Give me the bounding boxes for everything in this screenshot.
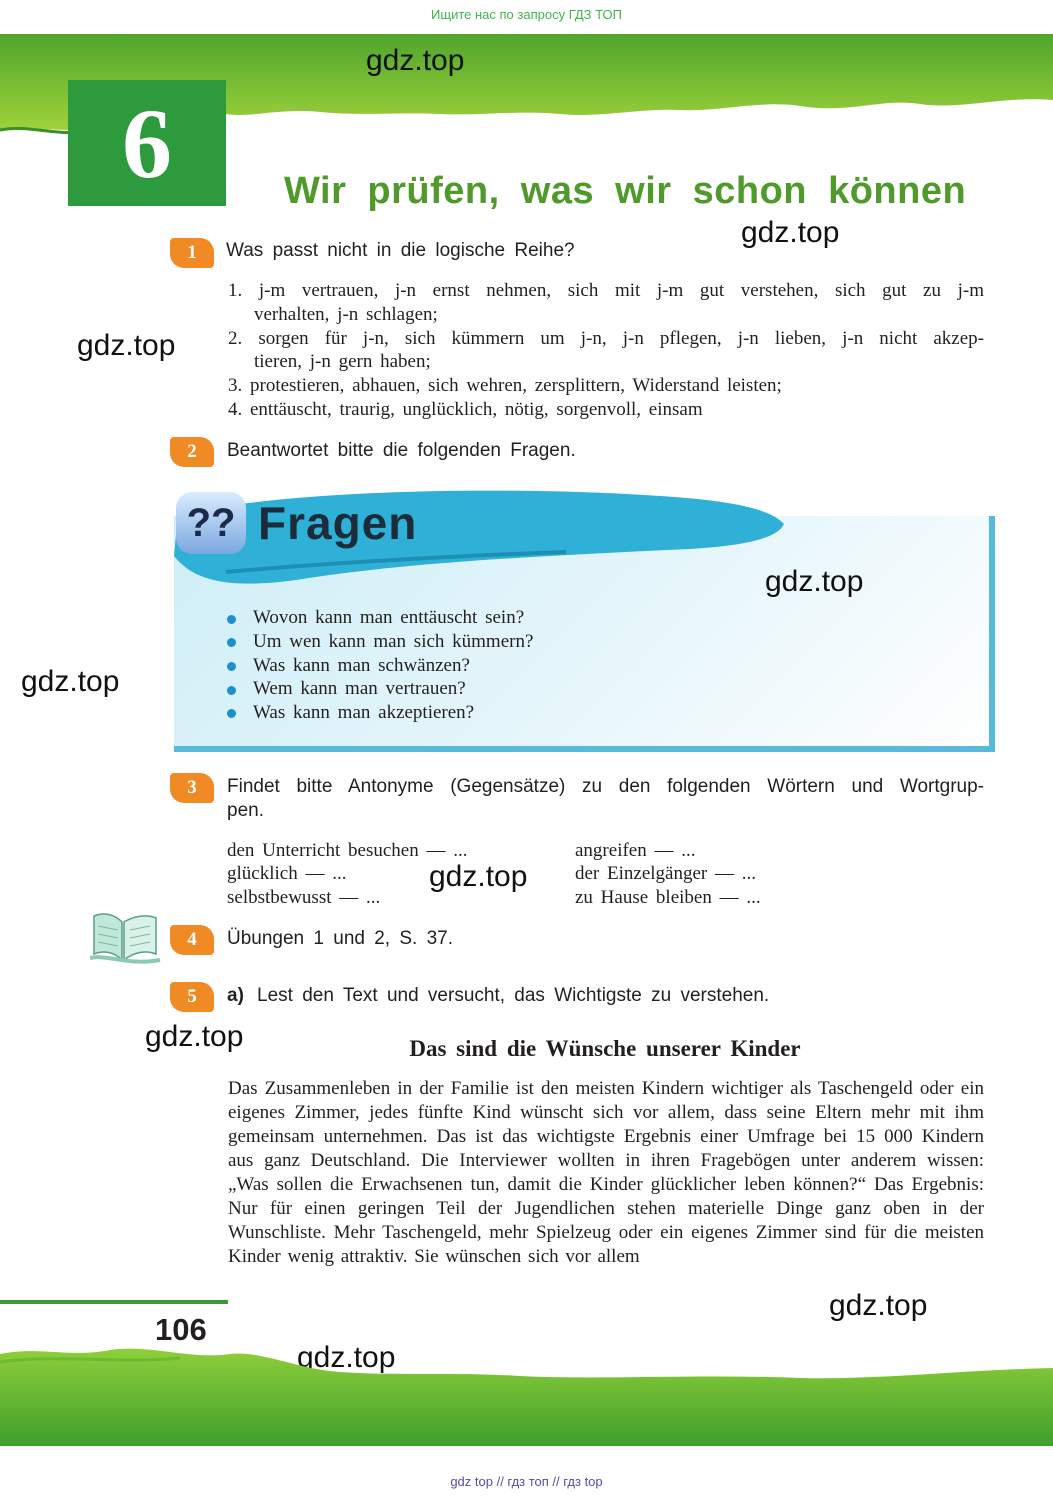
watermark: gdz.top (297, 1341, 396, 1374)
task-2-instruction: Beantwortet bitte die folgenden Fragen. (227, 440, 576, 461)
fragen-title: Fragen (258, 497, 418, 549)
bullet-icon (227, 686, 236, 695)
task-5-badge: 5 (170, 982, 214, 1012)
antonym-item: angreifen — ... (575, 840, 696, 861)
question-item: Wem kann man vertrauen? (253, 678, 466, 699)
task-5-part: a) (227, 985, 244, 1006)
watermark: gdz.top (366, 44, 465, 77)
task-1-line: 3. protestieren, abhauen, sich wehren, zersplittern, Widerstand leisten; (228, 375, 782, 396)
bullet-icon (227, 709, 236, 718)
page-number: 106 (155, 1312, 207, 1347)
task-1-line: verhalten, j-n schlagen; (254, 304, 438, 325)
task-3-badge: 3 (170, 773, 214, 803)
task-4-badge: 4 (170, 925, 214, 955)
task-1-line: tieren, j-n gern haben; (254, 351, 431, 372)
task-3-instruction: Findet bitte Antonyme (Gegensätze) zu den folgenden Wörtern und Wortgrup- (227, 776, 984, 797)
task-5-instruction: Lest den Text und versucht, das Wichtigste zu verstehen. (257, 985, 770, 1006)
antonym-item: zu Hause bleiben — ... (575, 887, 761, 908)
footer-links: gdz top // гдз топ // гдз top (450, 1474, 603, 1489)
task-1-line: 1. j-m vertrauen, j-n ernst nehmen, sich mit j-m gut verstehen, sich gut zu j-m (228, 280, 984, 301)
question-marks-icon: ?? (176, 492, 246, 554)
question-item: Was kann man akzeptieren? (253, 702, 475, 723)
bullet-icon (227, 638, 236, 647)
chapter-number-box: 6 (68, 80, 226, 206)
watermark: gdz.top (741, 216, 840, 249)
antonym-item: den Unterricht besuchen — ... (227, 840, 468, 861)
task-1-badge: 1 (170, 238, 214, 268)
article-body: Das Zusammenleben in der Familie ist den meisten Kindern wichtiger als Taschengeld oder ein eigenes Zimmer, jedes fünfte Kind wünscht sich vor allem, dass seine Eltern mehr mit ihm gemeinsam unternehmen. Das ist das wichtigste Ergebnis einer Umfrage bei 15 000 Kindern aus ganz Deutschland. Die Interviewer wollten in ihren Fragebögen unter anderem wissen: „Was sollen die Erwachsenen tun, damit die Kinder glücklicher leben können?“ Das Ergebnis: Nur für einen geringen Teil der Jugendlichen stehen materielle Dinge ganz oben in der Wunschliste. Mehr Taschengeld, mehr Spielzeug oder ein eigenes Zimmer sind für die meisten Kinder wenig attraktiv. Sie wünschen sich vor allem (228, 1078, 984, 1267)
task-1-line: 4. enttäuscht, traurig, unglücklich, nötig, sorgenvoll, einsam (228, 399, 703, 420)
task-1-instruction: Was passt nicht in die logische Reihe? (226, 240, 575, 261)
task-4-instruction: Übungen 1 und 2, S. 37. (227, 928, 453, 949)
watermark: gdz.top (429, 860, 528, 893)
search-hint: Ищите нас по запросу ГДЗ ТОП (431, 7, 622, 22)
watermark: gdz.top (21, 665, 120, 698)
antonym-item: selbstbewusst — ... (227, 887, 381, 908)
task-2-badge: 2 (170, 437, 214, 467)
question-item: Was kann man schwänzen? (253, 655, 470, 676)
watermark: gdz.top (77, 329, 176, 362)
article-title: Das sind die Wünsche unserer Kinder (409, 1036, 801, 1061)
watermark: gdz.top (765, 565, 864, 598)
question-item: Um wen kann man sich kümmern? (253, 631, 534, 652)
page-rule (0, 1300, 228, 1304)
task-3-instruction-cont: pen. (227, 800, 264, 821)
bullet-icon (227, 662, 236, 671)
footer-grass-banner (0, 1340, 1053, 1450)
watermark: gdz.top (829, 1289, 928, 1322)
bullet-icon (227, 615, 236, 624)
page-title: Wir prüfen, was wir schon können (284, 170, 967, 212)
task-1-line: 2. sorgen für j-n, sich kümmern um j-n, j-n pflegen, j-n lieben, j-n nicht akzep- (228, 328, 984, 349)
antonym-item: glücklich — ... (227, 863, 347, 884)
book-icon (88, 908, 162, 968)
watermark: gdz.top (145, 1020, 244, 1053)
question-item: Wovon kann man enttäuscht sein? (253, 607, 525, 628)
antonym-item: der Einzelgänger — ... (575, 863, 756, 884)
